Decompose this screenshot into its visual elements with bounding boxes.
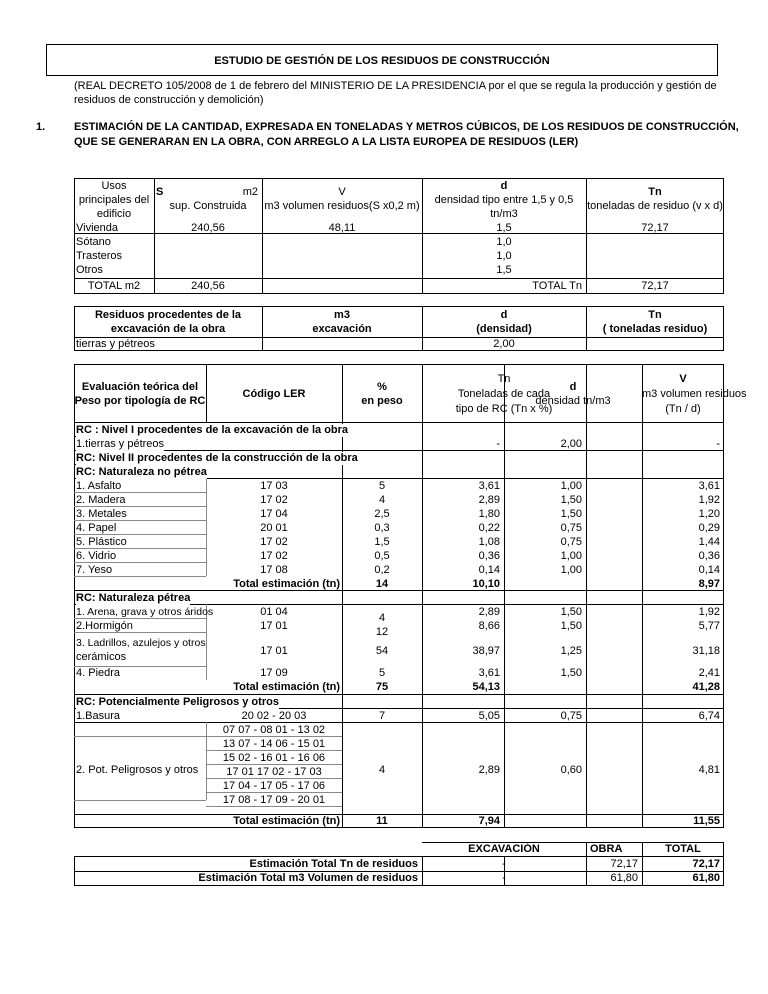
row-label: 5. Plástico bbox=[76, 536, 127, 548]
row-tn: 1,80 bbox=[478, 508, 500, 520]
row-label: 1. Asfalto bbox=[76, 480, 122, 492]
header-m3: m3 bbox=[334, 309, 350, 321]
header-tn: Tn bbox=[648, 186, 662, 198]
summary-tn-total: 72,17 bbox=[692, 858, 720, 870]
header-usos-2: principales del bbox=[78, 194, 150, 206]
row-d: 1,0 bbox=[496, 236, 512, 248]
row-code: 17 03 bbox=[260, 480, 288, 492]
header-usos-3: edificio bbox=[96, 208, 132, 220]
row-label: Sótano bbox=[76, 236, 111, 248]
row-code: 17 04 bbox=[260, 508, 288, 520]
header-excavacion: excavación bbox=[312, 323, 372, 335]
header-d: d bbox=[569, 381, 577, 393]
header-tn: Tn bbox=[648, 309, 662, 321]
row-d: 1,00 bbox=[560, 564, 582, 576]
row-label: 2.Hormigón bbox=[76, 620, 133, 632]
row-tn: 3,61 bbox=[478, 480, 500, 492]
section-heading-2: QUE SE GENERARAN EN LA OBRA, CON ARREGLO A LA LISTA EUROPEA DE RESIDUOS (LER) bbox=[74, 136, 579, 148]
header-vol: m3 volumen residuos(S x0,2 m) bbox=[264, 200, 420, 212]
row-tn: 0,22 bbox=[478, 522, 500, 534]
row-tn: 2,89 bbox=[478, 606, 500, 618]
row-d: 1,00 bbox=[560, 550, 582, 562]
header-residuos: Residuos procedentes de la bbox=[94, 309, 242, 321]
section-petrea: RC: Naturaleza pétrea bbox=[76, 592, 191, 604]
header-excavacion: EXCAVACIÓN bbox=[422, 843, 586, 856]
row-v: 3,61 bbox=[698, 480, 720, 492]
row-label: 2. Madera bbox=[76, 494, 126, 506]
row-label: 1.tierras y pétreos bbox=[76, 438, 165, 450]
header-dens: densidad tipo entre 1,5 y 0,5 bbox=[434, 194, 574, 206]
total-v: 11,55 bbox=[693, 815, 720, 827]
header-d: d bbox=[500, 180, 508, 192]
row-v: 1,20 bbox=[698, 508, 720, 520]
total-tn: 7,94 bbox=[478, 815, 500, 827]
row-tn: 2,89 bbox=[478, 764, 500, 776]
row-code: 01 04 bbox=[260, 606, 288, 618]
row-v: 0,36 bbox=[698, 550, 720, 562]
row-v: 31,18 bbox=[692, 645, 720, 657]
total-pct: 75 bbox=[375, 681, 389, 693]
row-tn: 72,17 bbox=[641, 222, 669, 234]
row-pct: 0,3 bbox=[374, 522, 390, 534]
row-label: tierras y pétreos bbox=[76, 338, 155, 350]
summary-m3-exc: - bbox=[502, 872, 506, 884]
row-d: 1,0 bbox=[496, 250, 512, 262]
row-v: 0,14 bbox=[698, 564, 720, 576]
total-pct: 14 bbox=[375, 578, 389, 590]
row-d: 1,5 bbox=[496, 222, 512, 234]
total-v: 41,28 bbox=[692, 681, 720, 693]
row-v: 5,77 bbox=[698, 620, 720, 632]
row-d: 1,50 bbox=[560, 620, 582, 632]
section-number: 1. bbox=[36, 121, 46, 133]
header-en-peso: en peso bbox=[361, 395, 403, 407]
row-tn: 38,97 bbox=[472, 645, 500, 657]
row-code: 17 02 bbox=[260, 550, 288, 562]
section-nivel-1: RC : Nivel I procedentes de la excavación de la obra bbox=[76, 424, 349, 436]
total-pct: 11 bbox=[376, 815, 388, 827]
header-pct: % bbox=[377, 381, 387, 393]
row-pct: 1,5 bbox=[374, 536, 390, 548]
header-densidad: densidad tn/m3 bbox=[535, 395, 611, 407]
row-pct: 7 bbox=[378, 710, 386, 722]
header-ton: toneladas de residuo (v x d) bbox=[587, 200, 723, 212]
header-sup: sup. Construida bbox=[169, 200, 247, 212]
header-tn: Tn bbox=[497, 373, 511, 385]
summary-tn-obra: 72,17 bbox=[610, 858, 638, 870]
row-v: 6,74 bbox=[698, 710, 720, 722]
row-label: 1. Arena, grava y otros áridos bbox=[76, 606, 214, 618]
intro-line-1: (REAL DECRETO 105/2008 de 1 de febrero del MINISTERIO DE LA PRESIDENCIA por el que se regula la producción y gestión de bbox=[74, 80, 717, 92]
total-label: Total estimación (tn) bbox=[233, 815, 340, 827]
row-code: 20 02 - 20 03 bbox=[241, 710, 307, 722]
header-usos: Usos bbox=[101, 180, 127, 192]
total-v: 8,97 bbox=[698, 578, 720, 590]
row-label: 4. Papel bbox=[76, 522, 117, 534]
row-d: 2,00 bbox=[493, 338, 515, 350]
summary-tn-label: Estimación Total Tn de residuos bbox=[249, 858, 418, 870]
row-code: 17 01 17 02 - 17 03 bbox=[226, 766, 322, 778]
row-tn: 0,14 bbox=[478, 564, 500, 576]
row-d: 0,60 bbox=[560, 764, 582, 776]
row-d: 0,75 bbox=[560, 536, 582, 548]
row-code: 17 08 bbox=[260, 564, 288, 576]
row-code: 13 07 - 14 06 - 15 01 bbox=[222, 738, 326, 750]
row-d: 2,00 bbox=[560, 438, 582, 450]
row-tn: 8,66 bbox=[478, 620, 500, 632]
row-tn: - bbox=[496, 438, 500, 450]
header-dens-2: tn/m3 bbox=[490, 208, 518, 220]
row-pct: 4 bbox=[378, 494, 386, 506]
row-code: 17 04 - 17 05 - 17 06 bbox=[222, 780, 326, 792]
header-m2: m2 bbox=[242, 186, 258, 198]
header-codigo-ler: Código LER bbox=[242, 388, 306, 400]
row-d: 0,75 bbox=[560, 522, 582, 534]
row-code: 20 01 bbox=[260, 522, 288, 534]
row-code: 15 02 - 16 01 - 16 06 bbox=[222, 752, 326, 764]
row-code: 17 01 bbox=[260, 645, 288, 657]
row-pct: 5 bbox=[378, 667, 386, 679]
header-obra: OBRA bbox=[590, 843, 623, 855]
row-v: 0,29 bbox=[698, 522, 720, 534]
header-densidad: (densidad) bbox=[476, 323, 532, 335]
header-total: TOTAL bbox=[665, 843, 701, 855]
row-d: 1,50 bbox=[560, 494, 582, 506]
row-label: 7. Yeso bbox=[76, 564, 113, 576]
summary-m3-obra: 61,80 bbox=[610, 872, 638, 884]
total-tn-label: TOTAL Tn bbox=[532, 280, 582, 292]
header-d: d bbox=[500, 309, 508, 321]
header-v: V bbox=[338, 186, 346, 198]
row-label: 2. Pot. Peligrosos y otros bbox=[76, 764, 199, 776]
row-label: 1.Basura bbox=[76, 710, 121, 722]
row-label: 3. Ladrillos, azulejos y otros bbox=[76, 637, 206, 649]
row-s: 240,56 bbox=[191, 222, 225, 234]
total-label: Total estimación (tn) bbox=[233, 578, 340, 590]
row-tn: 3,61 bbox=[478, 667, 500, 679]
header-evaluacion: Evaluación teórica del bbox=[81, 381, 199, 393]
row-label: Trasteros bbox=[76, 250, 123, 262]
header-tn-d: (Tn / d) bbox=[665, 403, 701, 415]
summary-m3-total: 61,80 bbox=[692, 872, 720, 884]
header-tipo: tipo de RC (Tn x %) bbox=[455, 403, 553, 415]
row-v: 1,92 bbox=[698, 494, 720, 506]
row-code: 17 02 bbox=[260, 536, 288, 548]
row-v: 1,92 bbox=[698, 606, 720, 618]
summary-m3-label: Estimación Total m3 Volumen de residuos bbox=[198, 872, 418, 884]
total-label: TOTAL m2 bbox=[87, 280, 141, 292]
row-d: 1,00 bbox=[560, 480, 582, 492]
header-evaluacion-2: Peso por tipología de RC bbox=[74, 395, 206, 407]
row-label: Otros bbox=[76, 264, 103, 276]
total-tn: 10,10 bbox=[472, 578, 500, 590]
row-tn: 5,05 bbox=[478, 710, 500, 722]
row-pct: 4 bbox=[378, 612, 386, 624]
row-pct: 4 bbox=[378, 764, 386, 776]
row-code: 17 09 bbox=[260, 667, 288, 679]
row-v: 4,81 bbox=[698, 764, 720, 776]
intro-line-2: residuos de construcción y demolición) bbox=[74, 94, 264, 106]
section-heading-1: ESTIMACIÓN DE LA CANTIDAD, EXPRESADA EN TONELADAS Y METROS CÚBICOS, DE LOS RESIDUOS DE CONSTRUCCIÓN, bbox=[74, 121, 739, 133]
section-no-petrea: RC: Naturaleza no pétrea bbox=[76, 466, 207, 478]
row-v: 1,44 bbox=[698, 536, 720, 548]
row-code: 07 07 - 08 01 - 13 02 bbox=[222, 724, 326, 736]
row-d: 1,50 bbox=[560, 667, 582, 679]
header-m3-volumen: m3 volumen residuos bbox=[642, 388, 747, 400]
row-pct: 12 bbox=[375, 626, 389, 638]
row-pct: 2,5 bbox=[374, 508, 390, 520]
row-v: 48,11 bbox=[328, 222, 356, 234]
total-s: 240,56 bbox=[191, 280, 225, 292]
row-tn: 0,36 bbox=[478, 550, 500, 562]
section-nivel-2: RC: Nivel II procedentes de la construcción de la obra bbox=[76, 452, 358, 464]
row-label: 6. Vidrio bbox=[76, 550, 117, 562]
row-d: 1,50 bbox=[560, 606, 582, 618]
row-label-2: cerámicos bbox=[76, 651, 127, 663]
header-residuos-2: excavación de la obra bbox=[110, 323, 226, 335]
total-label: Total estimación (tn) bbox=[233, 681, 340, 693]
row-code: 17 02 bbox=[260, 494, 288, 506]
row-pct: 5 bbox=[378, 480, 386, 492]
row-code: 17 01 bbox=[260, 620, 288, 632]
row-v: - bbox=[716, 438, 720, 450]
total-tn: 54,13 bbox=[472, 681, 500, 693]
row-pct: 54 bbox=[375, 645, 389, 657]
section-peligrosos: RC: Potencialmente Peligrosos y otros bbox=[76, 696, 279, 708]
row-code: 17 08 - 17 09 - 20 01 bbox=[222, 794, 326, 806]
row-d: 1,5 bbox=[496, 264, 512, 276]
row-label: 3. Metales bbox=[76, 508, 127, 520]
row-pct: 0,2 bbox=[374, 564, 390, 576]
header-toneladas: Toneladas de cada bbox=[457, 388, 551, 400]
total-tn: 72,17 bbox=[641, 280, 669, 292]
row-d: 0,75 bbox=[560, 710, 582, 722]
row-pct: 0,5 bbox=[374, 550, 390, 562]
row-d: 1,25 bbox=[560, 645, 582, 657]
summary-tn-exc: - bbox=[502, 858, 506, 870]
row-d: 1,50 bbox=[560, 508, 582, 520]
document-title: ESTUDIO DE GESTIÓN DE LOS RESIDUOS DE CONSTRUCCIÓN bbox=[214, 55, 550, 67]
header-v: V bbox=[679, 373, 687, 385]
row-tn: 2,89 bbox=[478, 494, 500, 506]
header-s: S bbox=[156, 186, 164, 198]
row-label: Vivienda bbox=[76, 222, 118, 234]
header-toneladas: ( toneladas residuo) bbox=[602, 323, 708, 335]
row-v: 2,41 bbox=[698, 667, 720, 679]
row-label: 4. Piedra bbox=[76, 667, 121, 679]
row-tn: 1,08 bbox=[478, 536, 500, 548]
